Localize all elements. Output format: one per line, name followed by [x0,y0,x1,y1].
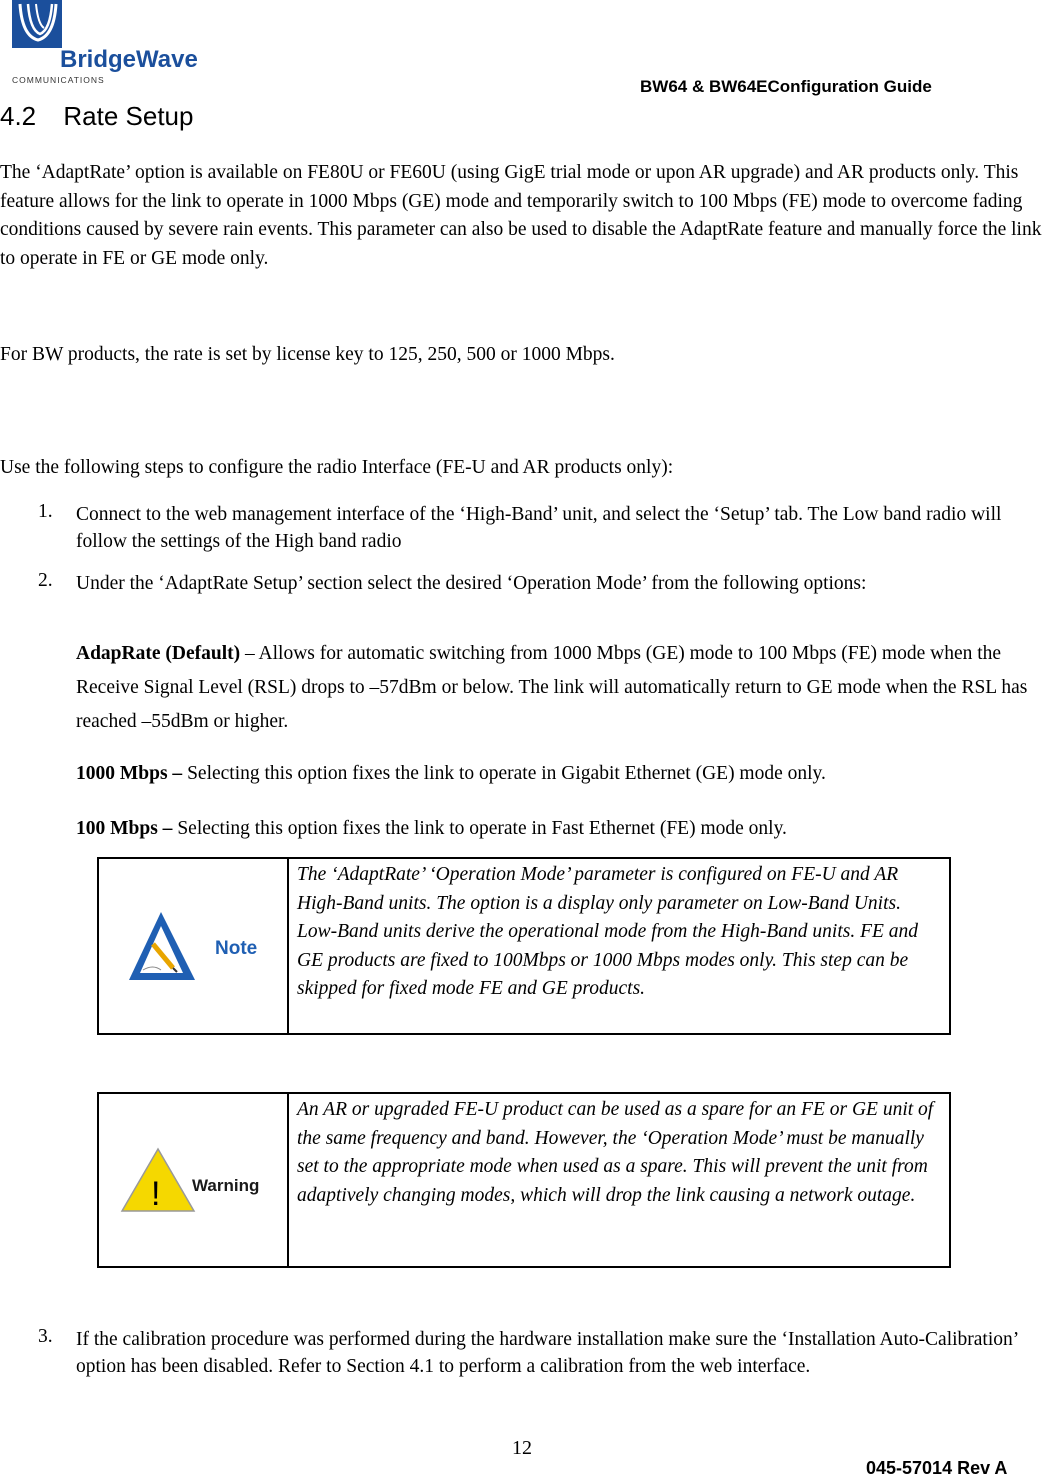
step-3-text: If the calibration procedure was performed during the hardware installation make sure the ‘Installation Auto-Calibration’ option has been disabled. Refer to Section 4.1 to perform a calibration from the web interface. [76,1329,1018,1377]
step-3-number: 3. [38,1326,53,1347]
warning-callout [97,1092,951,1268]
option-100mbps [76,812,1046,846]
page-number: 12 [512,1437,532,1459]
step-2-text: Under the ‘AdaptRate Setup’ section select the desired ‘Operation Mode’ from the following options: [76,573,867,594]
logo-name: BridgeWave [60,46,198,73]
logo-tagline: COMMUNICATIONS [12,75,105,85]
option-1000mbps-label: 1000 Mbps – [76,763,183,784]
note-text: The ‘AdaptRate’ ‘Operation Mode’ parameter is configured on FE-U and AR High-Band units. The option is a display only parameter on Low-Band Units. Low-Band units derive the operational mode from the High-Band units. FE and GE products are fixed to 100Mbps or 1000 Mbps modes only. This step can be skipped for fixed mode FE and GE products. [297,864,919,999]
step-1-text: Connect to the web management interface of the ‘High-Band’ unit, and select the ‘Setup’ tab. The Low band radio will follow the settings of the High band radio [76,504,1002,552]
section-number: 4.2 [0,101,37,131]
step-2-number: 2. [38,570,53,591]
section-title: Rate Setup [63,101,194,131]
option-adaptrate-desc: – Allows for automatic switching from 1000 Mbps (GE) mode to 100 Mbps (FE) mode when the Receive Signal Level (RSL) drops to –57dBm or below. The link will automatically return to GE mode when the RSL has reached –55dBm or higher. [76,643,1028,732]
guide-title: BW64 & BW64EConfiguration Guide [640,77,932,96]
document-revision: 045-57014 Rev A [866,1458,1008,1478]
intro-paragraph-3: Use the following steps to configure the radio Interface (FE-U and AR products only): [0,457,674,478]
option-100mbps-label: 100 Mbps – [76,818,173,839]
intro-paragraph-2: For BW products, the rate is set by license key to 125, 250, 500 or 1000 Mbps. [0,344,615,365]
company-logo [8,0,208,90]
note-callout [97,857,951,1035]
step-1-number: 1. [38,501,53,522]
note-icon-cell [99,859,289,1033]
option-1000mbps [76,757,1046,791]
note-icon-label: Note [215,938,258,959]
option-100mbps-desc: Selecting this option fixes the link to operate in Fast Ethernet (FE) mode only. [172,818,787,839]
option-adaptrate [76,637,1046,739]
warning-icon [118,1145,268,1215]
section-heading [0,101,193,132]
note-icon [125,908,261,984]
warning-text: An AR or upgraded FE-U product can be used as a spare for an FE or GE unit of the same frequency and band. However, the ‘Operation Mode’ must be manually set to the appropriate mode when used as a spare. This will prevent the unit from adaptively changing modes, which will drop the link causing a network outage. [297,1099,934,1206]
warning-icon-label: Warning [192,1176,260,1195]
option-1000mbps-desc: Selecting this option fixes the link to operate in Gigabit Ethernet (GE) mode only. [182,763,826,784]
svg-text:!: ! [151,1175,161,1213]
warning-icon-cell [99,1094,289,1266]
option-adaptrate-label: AdapRate (Default) [76,643,241,664]
intro-paragraph-1: The ‘AdaptRate’ option is available on FE80U or FE60U (using GigE trial mode or upon AR upgrade) and AR products only. This feature allows for the link to operate in 1000 Mbps (GE) mode and temporarily switch to 100 Mbps (FE) mode to overcome fading conditions caused by severe rain events. This parameter can also be used to disable the AdaptRate feature and manually force the link to operate in FE or GE mode only. [0,162,1042,269]
